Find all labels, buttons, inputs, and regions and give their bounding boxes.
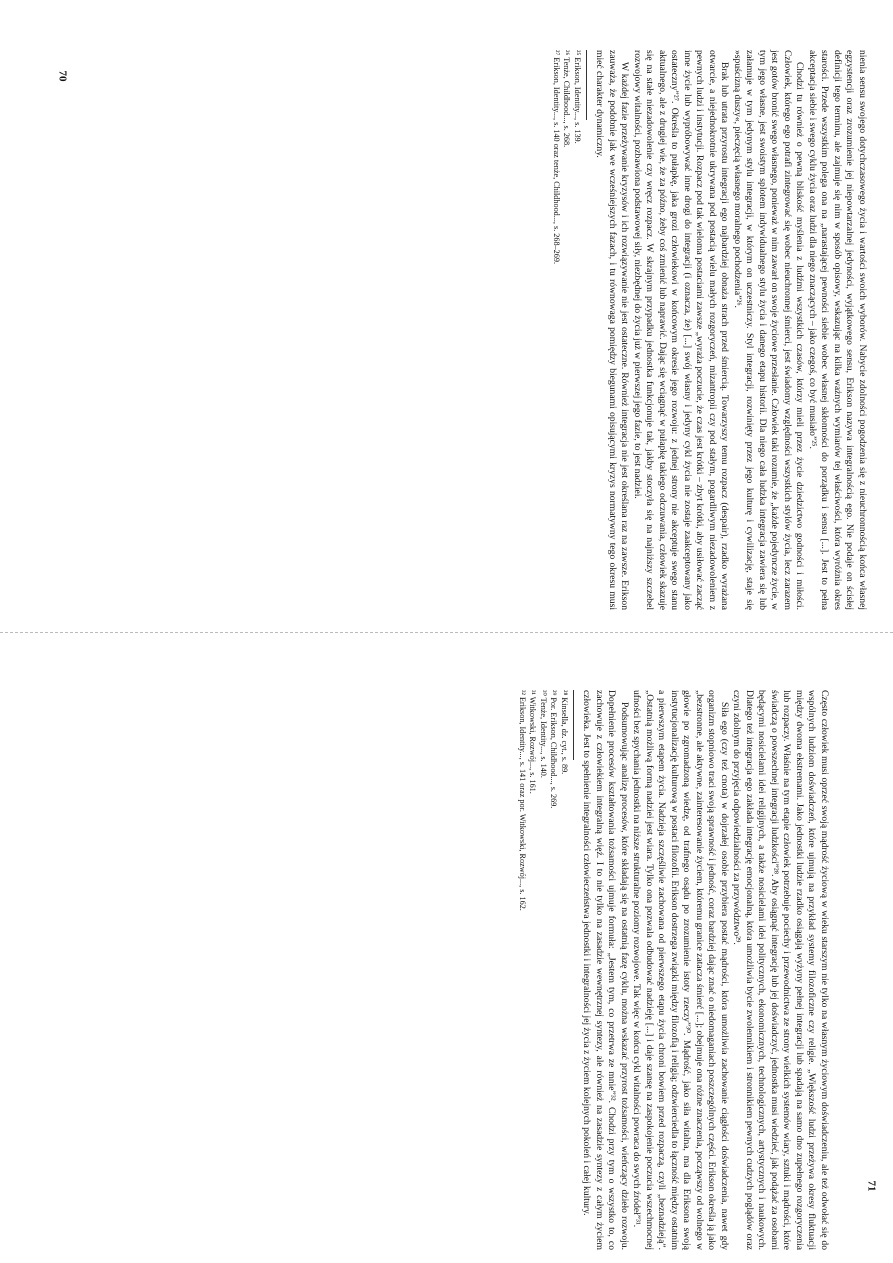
footnote: ²⁹ Por. Erikson, Childhood..., s. 269.	[549, 690, 559, 809]
paragraph: Podsumowując analizę procesów, które składają się na ostatnią fazę cyklu, można wskazać przyrost tożsamości, wieńczący dzieło rozwoju. Dopełnienie procesów kształtowania tożsamości ujmuje formuła: „Jestem tym, co przetrwa ze mnie”³². Chodzi przy tym o wszystko to, co zachowuje z człowiekiem integralną więź. I to nie tylko na zasadzie wewnętrznej syntezy, ale również na zasadzie syntezy z całym życiem człowieka. Jest to spełnienie integralności człowieczeństwa jednostki i integralności jej życia z życiem kolejnych pokoleń i całej kultury.	[581, 690, 630, 1250]
footnote: ³⁰ Tenże, Identity..., s. 140.	[539, 690, 548, 778]
footnote: ²⁷ Erikson, Identity..., s. 140 oraz tenże, Childhood..., s. 268–269.	[552, 50, 561, 264]
left-page	[551, 50, 869, 610]
page-gutter	[0, 632, 893, 633]
footnotes	[551, 50, 583, 610]
body-text	[593, 50, 868, 610]
footnote: ²⁶ Tenże, Childhood..., s. 268.	[562, 50, 572, 148]
paragraph: Siła ego (czy też cnota) w dojrzałej osobie przybiera postać mądrości, która umożliwia zachowanie ciągłości doświadczenia, nawet gdy organizm stopniowo traci swoją sprawność i jedność, coraz bardziej dając znać o niedomaganiach poszczególnych części. Erikson określa ją jako „bezstronne, ale aktywne, zainteresowanie życiem, któremu granice zatacza śmierć [...]; obejmuje ona różne znaczenia, począwszy od wolnego w głowie po zgromadzoną wiedzę, od trafnego osądu po zrozumienie istoty rzeczy”³⁰. Mądrość, jako siła witalna, ma dla Eriksona swoją instytucjonalizację kulturową w postaci filozofii. Erikson dostrzega związki między filozofią i religią; odzwierciedla to łączność między ostatnim a pierwszym etapem życia. Nadzieja szczęśliwie zachowana od pierwszego etapu życia chroni bowiem przed rozpaczą, czyli „beznadzieją”. „Ostatnią możliwą formą nadziei jest wiara. Tylko ona pozwala odbudować nadzieję [...] i daje szansę na zaspokojenie poczucia wszechmocnej ufności bez spychania jednostki na niższe strukturalne poziomy rozwojowe. Tak więc w końcu cykl witalności powraca do swych źródeł”³¹.	[631, 690, 730, 1250]
footnote: ²⁵ Erikson, Identity..., s. 139.	[573, 50, 582, 144]
footnote: ³¹ Witkowski, Rozwój..., s. 161.	[528, 690, 538, 794]
footnote-rule	[573, 690, 574, 760]
right-page	[517, 690, 831, 1250]
page-number: 70	[56, 70, 69, 82]
page-number: 71	[865, 1180, 878, 1192]
paragraph: W każdej fazie przeżywanie kryzysów i ich rozwiązywanie nie jest ostateczne. Również integracja nie jest określana raz na zawsze. Erikson zauważa, że podobnie jak we wcześniejszych fazach, i tu równowaga pomiędzy biegunami opisującymi kryzys normatywny tego okresu musi mieć charakter dynamiczny.	[594, 50, 631, 610]
footnote: ²⁸ Kinsella, dz. cyt., s. 89.	[560, 690, 569, 775]
paragraph: Często człowiek musi oprzeć swoją mądrość życiową w wieku starszym nie tylko na własnym życiowym doświadczeniu, ale też odwołać się do wspólnych ludziom doświadczeń, które ujmują na przykład systemy filozoficzne czy religie. „Większość ludzi przeżywa okresy fluktuacji między dwoma ekstremami. Jako jednostki ludzie rzadko osiągają wyżyny pełnej integracji lub spadają na samo dno zupełnego rozgoryczenia lub rozpaczy. Właśnie na tym etapie człowiek potrzebuje pociechy i przewodnictwa ze strony wielkich systemów wiary, sztuki i mądrości, które świadczą o powszechnej integracji ludzkości”²⁸. Aby osiągnąć integrację lub jej doświadczyć, jednostka musi wiedzieć, jak podążać za osobami będącymi nosicielami idei religijnych, a także nosicielami idei politycznych, ekonomicznych, technologicznych, artystycznych i naukowych. Dlatego też integracja ego zakłada integrację emocjonalną, która umożliwia bycie zwolennikiem i stronnikiem pewnych cudzych poglądów oraz czyni zdolnym do przyjęcia odpowiedzialności za przywództwo²⁹.	[731, 690, 830, 1250]
footnotes	[517, 690, 570, 1250]
paragraph: Brak lub utrata przyrostu integracji ego najbardziej obnaża strach przed śmiercią. Towarzyszy temu rozpacz (despair), rzadko wyrażana otwarcie, a niejednokrotnie ukrywana pod postacią wielu małych rozgoryczeń, mizantropii czy pod stałym, pogardliwym niezadowoleniem z pewnych ludzi i instytucji. Rozpacz pod tak wieloma postaciami zawsze „wyraża poczucie, że czas jest krótki – zbyt krótki, aby usiłować zacząć inne życie lub wypróbowywać inne drogi do integracji (i oznacza, że) [...] swój własny i jedyny cykl życia nie zostaje zaakceptowany jako ostateczny”²⁷. Określa to pułapkę, jaka grozi człowiekowi w końcowym okresie jego rozwoju: z jednej strony nie akceptuje swego stanu aktualnego, ale z drugiej wie, że za późno, żeby coś zmienić lub naprawić. Dając się wciągnąć w pułapkę takiego odczuwania, człowiek skazuje się na stałe niezadowolenie czy wręcz rozpacz. W skrajnym przypadku jednostka funkcjonuje tak, jakby stoczyła się na najniższy szczebel rozwojowy witalności, pozbawiona podstawowej siły, niezbędnej do życia już w pierwszej jego fazie, to jest nadziei.	[632, 50, 731, 610]
paragraph: nienia sensu swojego dotychczasowego życia i wartości swoich wyborów. Nabycie zdolności pogodzenia się z nieuchronnością końca własnej egzystencji oraz zrozumienie jej niepowtarzalnej jedyności, wyjątkowego sensu, Erikson nazywa integralnością ego. Nie podaje on ścisłej definicji tego terminu, ale zajmuje się nim w sposób opisowy, wskazując na kilka ważnych wymiarów tej właściwości, która wyróżnia okres starości. Przede wszystkim polega ona na „narastającej pewności siebie wobec własnej skłonności do porządku i sensu [...]. Jest to pełna akceptacja siebie i swego cyklu życia oraz ludzi dla niego znaczących – jako czegoś, co być musiało”²⁵.	[807, 50, 868, 610]
footnote-rule	[586, 50, 587, 120]
footnote: ³² Erikson, Identity..., s. 141 oraz por. Witkowski, Rozwój..., s. 162.	[518, 690, 527, 911]
paragraph: Chodzi tu również o pewną bliskość myślenia z ludźmi wszystkich czasów, którzy mieli przez życie dziedzictwo godności i miłości. Człowiek, którego ego potrafi zintegrować się wobec nieuchronnej śmierci, jest świadomy względności wszystkich stylów życia, lecz zarazem jest gotów bronić swego własnego, ponieważ w nim zawarł on swoje życiowe przesłanie. Człowiek taki rozumie, że „każde pojedyncze życie, w tym jego własne, jest swoistym splotem indywidualnego stylu życia i danego etapu historii. Dla niego cała ludzka integracja zawiera się lub załamuje w tym jedynym stylu integracji, w którym on uczestniczy. Styl integracji, rozwinięty przez jego kulturę i cywilizację, staje się »spuścizną duszy«, pieczęcią własnego moralnego pochodzenia”²⁶.	[732, 50, 806, 610]
body-text	[580, 690, 830, 1250]
